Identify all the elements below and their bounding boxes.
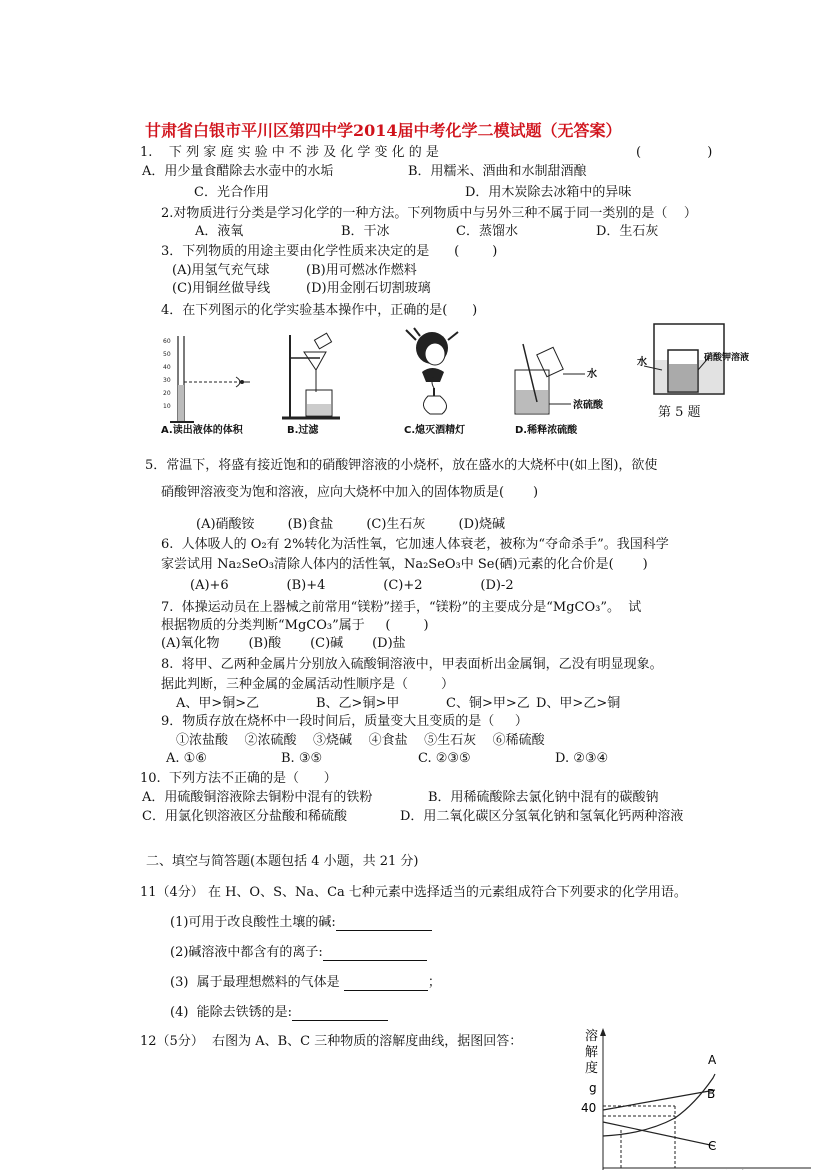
q8-option-d: D、甲>乙>铜	[536, 696, 621, 711]
q11-answer-blank-3[interactable]	[344, 977, 428, 991]
q3-option-a: (A)用氢气充气球	[172, 263, 270, 278]
q11-answer-blank-4[interactable]	[292, 1007, 388, 1021]
q7-line2: 根据物质的分类判断“MgCO₃”属于 ( )	[161, 618, 429, 633]
q1-paren: ( )	[636, 145, 713, 160]
q9-option-b: B. ③⑤	[281, 751, 323, 766]
curve-a	[603, 1074, 715, 1136]
series-label-c: C	[708, 1139, 717, 1153]
q7-line1: 7. 体操运动员在上器械之前常用“镁粉”搓手，“镁粉”的主要成分是“MgCO₃”。 试	[161, 600, 642, 615]
figure-5-caption: 第 5 题	[658, 405, 701, 420]
q9-option-a: A. ①⑥	[166, 751, 207, 766]
q9-stem: 9．物质存放在烧杯中一段时间后，质量变大且变质的是（ ）	[161, 714, 528, 729]
q11-answer-blank-1[interactable]	[336, 917, 432, 931]
figure-d-acid-label: 浓硫酸	[573, 400, 603, 411]
page-title: 甘肃省白银市平川区第四中学2014届中考化学二模试题（无答案）	[145, 121, 622, 140]
q2-option-c: C．蒸馏水	[456, 224, 518, 239]
q2-option-b: B．干冰	[341, 224, 390, 239]
tick-20: 20	[163, 390, 171, 397]
series-label-b: B	[707, 1087, 716, 1101]
q8-option-c: C、铜>甲>乙	[446, 696, 530, 711]
q11-part2-text: (2)碱溶液中都含有的离子:	[170, 945, 323, 960]
q10-option-a: A．用硫酸铜溶液除去铜粉中混有的铁粉	[142, 790, 373, 805]
figure-d-caption: D.稀释浓硫酸	[515, 425, 578, 436]
q12-stem: 12（5分） 右图为 A、B、C 三种物质的溶解度曲线，据图回答：	[140, 1034, 523, 1049]
figure-b-caption: B.过滤	[287, 425, 319, 436]
q8-option-a: A、甲>铜>乙	[176, 696, 260, 711]
q11-part1-text: (1)可用于改良酸性土壤的碱:	[170, 915, 336, 930]
q4-stem: 4．在下列图示的化学实验基本操作中，正确的是( )	[161, 303, 478, 318]
q5-line1: 5．常温下，将盛有接近饱和的硝酸钾溶液的小烧杯，放在盛水的大烧杯中(如上图)，欲使	[145, 458, 658, 473]
chart-ytick-40: 40	[581, 1101, 597, 1115]
q11-part1	[170, 915, 432, 931]
q6-options: (A)+6 (B)+4 (C)+2 (D)-2	[190, 578, 514, 593]
q2-stem: 2.对物质进行分类是学习化学的一种方法。下列物质中与另外三种不属于同一类别的是（ ）	[161, 206, 697, 221]
q1-option-a: A．用少量食醋除去水壶中的水垢	[142, 164, 334, 179]
q10-option-c: C．用氯化钡溶液区分盐酸和稀硫酸	[142, 809, 347, 824]
q1-option-c: C．光合作用	[194, 185, 269, 200]
q8-line2: 据此判断，三种金属的金属活动性顺序是（ ）	[161, 677, 455, 692]
q6-line2: 家尝试用 Na₂SeO₃清除人体内的活性氧，Na₂SeO₃中 Se(硒)元素的化合价是( )	[161, 557, 648, 572]
q10-option-d: D．用二氧化碳区分氢氧化钠和氢氧化钙两种溶液	[400, 809, 684, 824]
q3-option-c: (C)用铜丝做导线	[172, 281, 271, 296]
q11-stem: 11（4分） 在 H、O、S、Na、Ca 七种元素中选择适当的元素组成符合下列要求的化学用语。	[140, 885, 687, 900]
q8-option-b: B、乙>铜>甲	[316, 696, 400, 711]
figure-b-filtration	[280, 330, 350, 425]
q9-option-c: C. ②③⑤	[418, 751, 471, 766]
solubility-chart	[575, 1026, 815, 1170]
q11-part4	[170, 1005, 388, 1021]
figure-5-water-label: 水	[637, 357, 647, 368]
chart-ylabel-3: 度	[585, 1061, 599, 1076]
q3-stem: 3．下列物质的用途主要由化学性质来决定的是 ( )	[161, 244, 498, 259]
series-label-a: A	[708, 1053, 717, 1067]
tick-10: 10	[163, 403, 171, 410]
q11-part2	[170, 945, 427, 961]
q5-line2: 硝酸钾溶液变为饱和溶液，应向大烧杯中加入的固体物质是( )	[161, 485, 539, 500]
q9-items: ①浓盐酸 ②浓硫酸 ③烧碱 ④食盐 ⑤生石灰 ⑥稀硫酸	[176, 733, 545, 748]
q5-options: (A)硝酸铵 (B)食盐 (C)生石灰 (D)烧碱	[196, 517, 506, 532]
q7-options: (A)氧化物 (B)酸 (C)碱 (D)盐	[161, 636, 406, 651]
figure-c-blow-lamp	[400, 326, 470, 426]
figure-c-caption: C.熄灭酒精灯	[404, 425, 466, 436]
q2-option-a: A．液氧	[195, 224, 244, 239]
tick-30: 30	[163, 377, 171, 384]
q2-option-d: D．生石灰	[596, 224, 659, 239]
tick-60: 60	[163, 338, 171, 345]
q6-line1: 6. 人体吸人的 O₂有 2%转化为活性氧，它加速人体衰老，被称为“夺命杀手”。我国科学	[161, 537, 669, 552]
q11-part3	[170, 975, 441, 991]
q3-option-d: (D)用金刚石切割玻璃	[306, 281, 431, 296]
chart-ylabel-1: 溶	[585, 1029, 599, 1044]
q11-part3-text: (3) 属于最理想燃料的气体是	[170, 975, 340, 990]
q11-part3-end: ；	[427, 975, 441, 990]
q1-option-d: D．用木炭除去冰箱中的异味	[465, 185, 632, 200]
curve-b	[603, 1090, 715, 1110]
q11-answer-blank-2[interactable]	[323, 947, 427, 961]
q1-option-b: B．用糯米、酒曲和水制甜酒酿	[408, 164, 587, 179]
tick-40: 40	[163, 364, 171, 371]
figure-5-solution-label: 硝酸钾溶液	[704, 353, 750, 363]
figure-d-water-label: 水	[587, 369, 597, 380]
q10-stem: 10. 下列方法不正确的是（ ）	[140, 771, 337, 786]
q1-stem: 1. 下 列 家 庭 实 验 中 不 涉 及 化 学 变 化 的 是	[140, 145, 439, 160]
chart-ylabel-unit: g	[589, 1081, 597, 1095]
q3-option-b: (B)用可燃冰作燃料	[306, 263, 417, 278]
q10-option-b: B．用稀硫酸除去氯化钠中混有的碳酸钠	[428, 790, 659, 805]
q9-option-d: D. ②③④	[555, 751, 609, 766]
chart-ylabel-2: 解	[585, 1045, 599, 1060]
chart-y-arrow	[600, 1028, 606, 1036]
figure-a-caption: A.读出液体的体积	[161, 425, 243, 436]
q8-line1: 8. 将甲、乙两种金属片分别放入硫酸铜溶液中，甲表面析出金属铜，乙没有明显现象。	[161, 657, 663, 672]
tick-50: 50	[163, 351, 171, 358]
section-2-heading: 二、填空与简答题(本题包括 4 小题，共 21 分)	[146, 854, 419, 869]
q11-part4-text: (4) 能除去铁锈的是:	[170, 1005, 293, 1020]
